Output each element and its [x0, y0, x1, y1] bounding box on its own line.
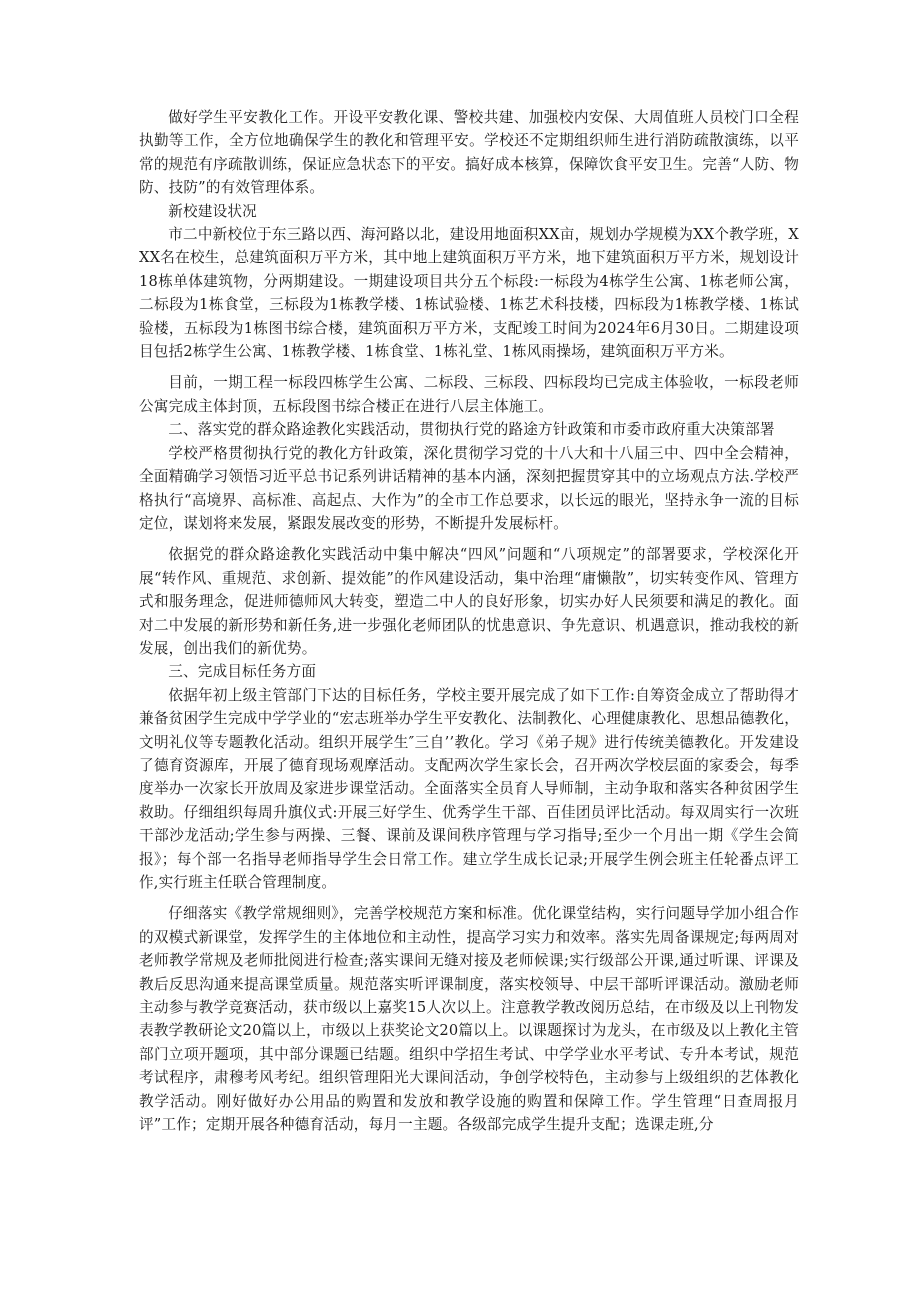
paragraph-new-campus-overview: 市二中新校位于东三路以西、海河路以北，建设用地面积XX亩，规划办学规模为XX个教学班，XXX名在校生，总建筑面积万平方米，其中地上建筑面积万平方米，地下建筑面积万平方米，规划设计18栋单体建筑物，分两期建设。一期建设项目共分五个标段:一标段为4栋学生公寓、1栋老师公寓，二标段为1栋食堂，三标段为1栋教学楼、1栋试验楼、1栋艺术科技楼，四标段为1栋教学楼、1栋试验楼，五标段为1栋图书综合楼，建筑面积万平方米，支配竣工时间为2024年6月30日。二期建设项目包括2栋学生公寓、1栋教学楼、1栋食堂、1栋礼堂、1栋风雨操场，建筑面积万平方米。 [139, 226, 799, 361]
paragraph-work-style: 依据党的群众路途教化实践活动中集中解决“四风”问题和“八项规定”的部署要求，学校深化开展“转作风、重规范、求创新、提效能”的作风建设活动，集中治理“庸懒散”，切实转变作风、管理方式和服务理念，促进师德师风大转变，塑造二中人的良好形象，切实办好人民须要和满足的教化。面对二中发展的新形势和新任务,进一步强化老师团队的忧患意识、争先意识、机遇意识，推动我校的新发展，创出我们的新优势。 [139, 546, 799, 657]
paragraph-safety-education: 做好学生平安教化工作。开设平安教化课、警校共建、加强校内安保、大周值班人员校门口全程执勤等工作，全方位地确保学生的教化和管理平安。学校还不定期组织师生进行消防疏散演练，以平常的规范有序疏散训练，保证应急状态下的平安。搞好成本核算，保障饮食平安卫生。完善“人防、物防、技防”的有效管理体系。 [139, 109, 799, 197]
section-heading-2: 二、落实党的群众路途教化实践活动，贯彻执行党的路途方针政策和市委市政府重大决策部署 [168, 421, 775, 439]
paragraph-student-work: 依据年初上级主管部门下达的目标任务，学校主要开展完成了如下工作:自筹资金成立了帮助得才兼备贫困学生完成中学学业的“宏志班举办学生平安教化、法制教化、心理健康教化、思想品德教化，文明礼仪等专题教化活动。组织开展学生″三自’’教化。学习《弟子规》进行传统美德教化。开发建设了德育资源库，开展了德育现场观摩活动。支配两次学生家长会，召开两次学校层面的家委会，每季度举办一次家长开放周及家进步课堂活动。全面落实全员育人导师制，主动争取和落实各种贫困学生救助。仔细组织每周升旗仪式:开展三好学生、优秀学生干部、百佳团员评比活动。每双周实行一次班干部沙龙活动;学生参与两操、三餐、课前及课间秩序管理与学习指导;至少一个月出一期《学生会简报》；每个部一名指导老师指导学生会日常工作。建立学生成长记录;开展学生例会班主任轮番点评工作,实行班主任联合管理制度。 [139, 686, 799, 891]
paragraph-new-campus-heading: 新校建设状况 [168, 202, 257, 220]
paragraph-party-policy: 学校严格贯彻执行党的教化方针政策，深化贯彻学习党的十八大和十八届三中、四中全会精神，全面精确学习领悟习近平总书记系列讲话精神的基本内涵，深刻把握贯穿其中的立场观点方法.学校严格执行“高境界、高标准、高起点、大作为”的全市工作总要求，以长远的眼光，坚持永争一流的目标定位，谋划将来发展，紧跟发展改变的形势，不断提升发展标杆。 [139, 444, 799, 532]
section-heading-3: 三、完成目标任务方面 [168, 663, 317, 681]
paragraph-construction-progress: 目前，一期工程一标段四栋学生公寓、二标段、三标段、四标段均已完成主体验收，一标段老师公寓完成主体封顶，五标段图书综合楼正在进行八层主体施工。 [139, 374, 799, 415]
document-body [139, 106, 799, 1136]
paragraph-teaching-work: 仔细落实《教学常规细则》，完善学校规范方案和标准。优化课堂结构，实行问题导学加小组合作的双模式新课堂，发挥学生的主体地位和主动性，提高学习实力和效率。落实先周备课规定;每两周对老师教学常规及老师批阅进行检查;落实课间无缝对接及老师候课;实行级部公开课,通过听课、评课及教后反思沟通来提高课堂质量。规范落实听评课制度，落实校领导、中层干部听评课活动。激励老师主动参与教学竞赛活动，获市级以上嘉奖15人次以上。注意教学教改阅历总结，在市级及以上刊物发表教学教研论文20篇以上，市级以上获奖论文20篇以上。以课题探讨为龙头，在市级及以上教化主管部门立项开题项，其中部分课题已结题。组织中学招生考试、中学学业水平考试、专升本考试，规范考试程序，肃穆考风考纪。组织管理阳光大课间活动，争创学校特色，主动参与上级组织的艺体教化教学活动。刚好做好办公用品的购置和发放和教学设施的购置和保障工作。学生管理“日查周报月评”工作；定期开展各种德育活动，每月一主题。各级部完成学生提升支配；选课走班,分 [139, 905, 799, 1134]
